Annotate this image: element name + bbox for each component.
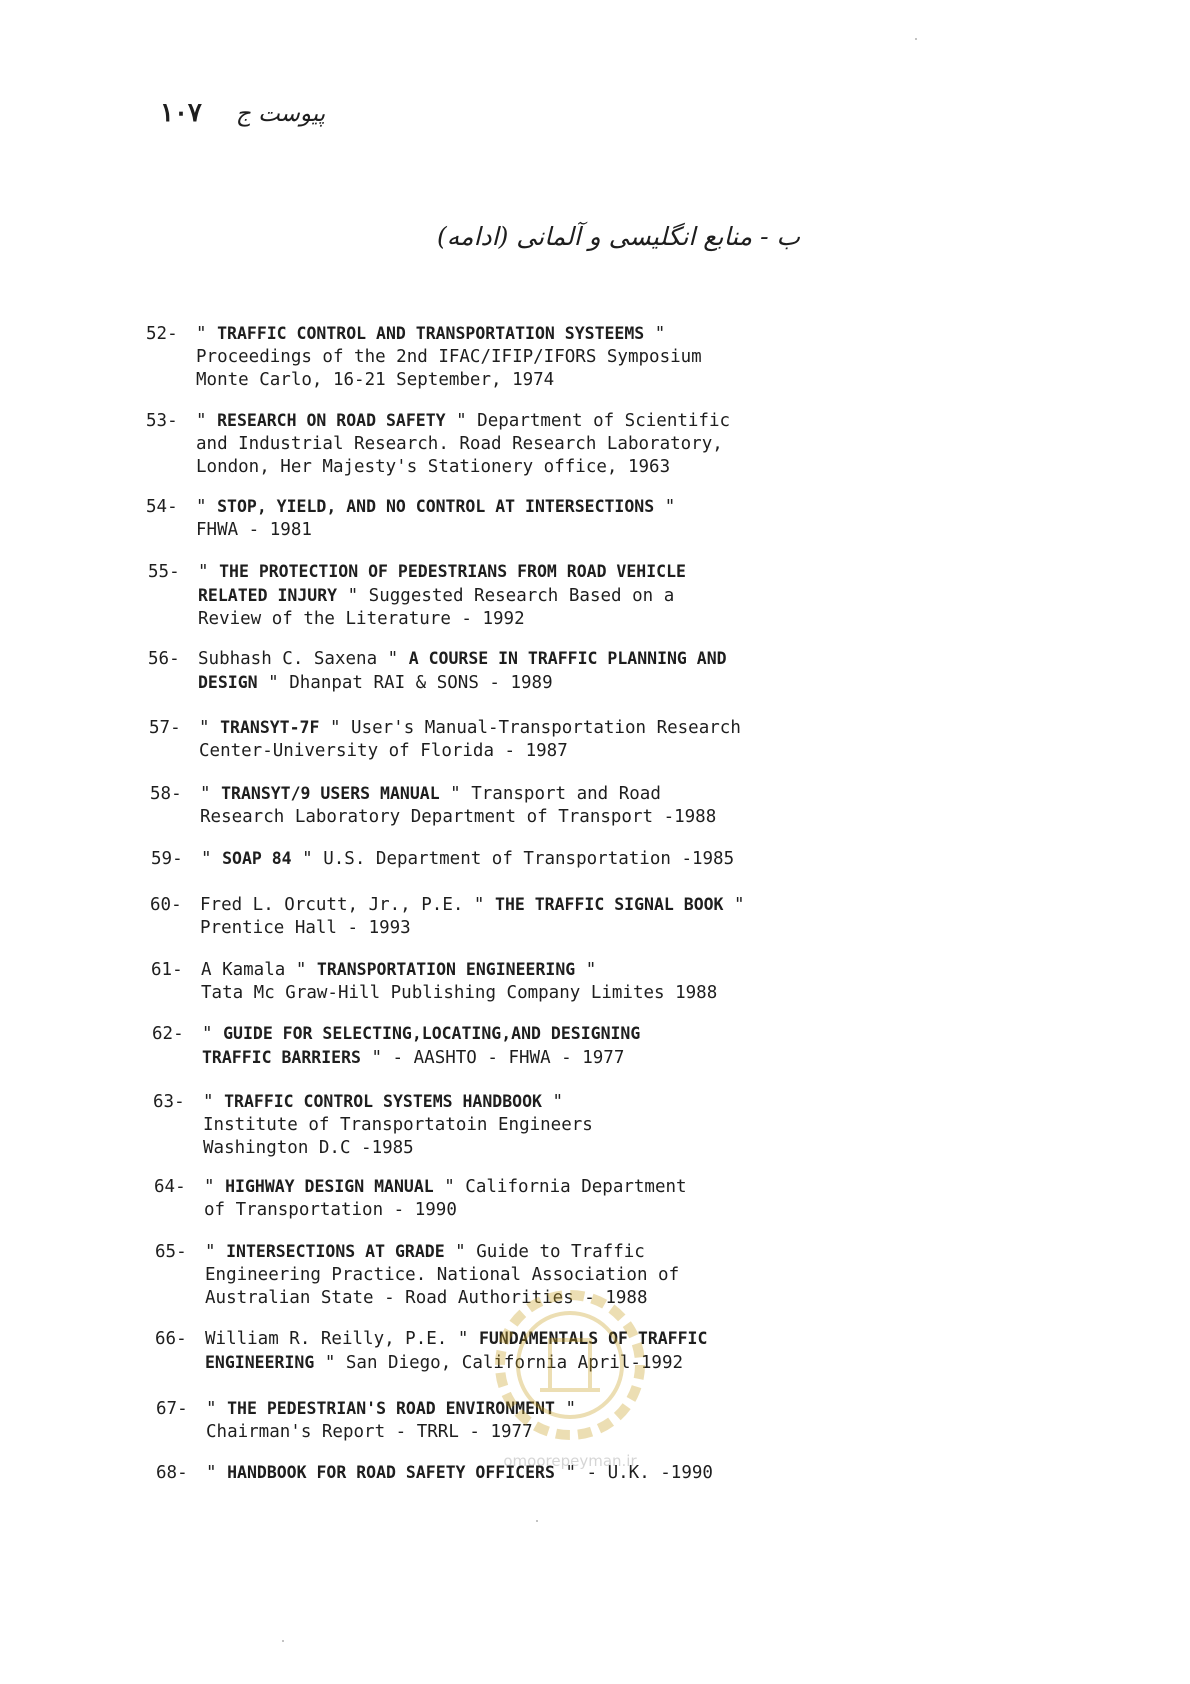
reference-entry — [152, 1022, 640, 1070]
reference-text: " — [196, 324, 218, 344]
reference-text: " - AASHTO - FHWA - 1977 — [360, 1048, 625, 1068]
reference-entry — [155, 1240, 679, 1310]
reference-number: 58- — [150, 784, 182, 804]
reference-text: Prentice Hall - 1993 — [200, 918, 411, 938]
reference-text: Proceedings of the 2nd IFAC/IFIP/IFORS Symposium — [196, 347, 702, 367]
reference-entry — [146, 495, 675, 542]
reference-line — [154, 1175, 687, 1199]
reference-text: " — [554, 1399, 576, 1419]
reference-entry — [146, 409, 730, 479]
reference-line — [146, 369, 702, 392]
reference-line — [148, 560, 686, 584]
reference-text: " — [206, 1463, 228, 1483]
reference-text: William R. Reilly, P.E. " — [205, 1329, 479, 1349]
reference-text: Center-University of Florida - 1987 — [199, 741, 568, 761]
reference-title: THE PEDESTRIAN'S ROAD ENVIRONMENT — [227, 1399, 555, 1418]
reference-line — [155, 1327, 707, 1351]
reference-number: 52- — [146, 324, 178, 344]
reference-title: ENGINEERING — [205, 1353, 315, 1372]
reference-number: 64- — [154, 1177, 186, 1197]
reference-line — [156, 1421, 576, 1444]
reference-line — [149, 716, 741, 740]
reference-text: " — [201, 849, 223, 869]
reference-entry — [146, 322, 702, 392]
reference-text: Research Laboratory Department of Transport -1988 — [200, 807, 717, 827]
reference-line — [155, 1264, 679, 1287]
reference-text: Washington D.C -1985 — [203, 1138, 414, 1158]
reference-entry — [156, 1397, 576, 1444]
reference-text: A Kamala " — [201, 960, 317, 980]
reference-number: 61- — [151, 960, 183, 980]
reference-text: " — [723, 895, 745, 915]
section-title: ب - منابع انگلیسی و آلمانی (ادامه) — [437, 222, 800, 251]
reference-line — [156, 1461, 713, 1485]
reference-text: " Suggested Research Based on a — [337, 586, 675, 606]
reference-line — [154, 1199, 687, 1222]
reference-line — [150, 917, 745, 940]
reference-line — [146, 409, 730, 433]
reference-title: TRAFFIC CONTROL AND TRANSPORTATION SYSTEEMS — [217, 324, 645, 343]
reference-text: Institute of Transportatoin Engineers — [203, 1115, 593, 1135]
reference-number: 66- — [155, 1329, 187, 1349]
reference-text: Review of the Literature - 1992 — [198, 609, 525, 629]
reference-line — [153, 1137, 593, 1160]
reference-title: A COURSE IN TRAFFIC PLANNING AND — [408, 649, 727, 668]
reference-title: TRAFFIC CONTROL SYSTEMS HANDBOOK — [224, 1092, 542, 1111]
reference-title: HANDBOOK FOR ROAD SAFETY OFFICERS — [227, 1463, 555, 1482]
reference-text: " — [575, 960, 597, 980]
reference-text: " Guide to Traffic — [444, 1242, 645, 1262]
reference-text: " — [199, 718, 221, 738]
reference-line — [148, 671, 727, 695]
reference-text: " Department of Scientific — [445, 411, 731, 431]
reference-entry — [148, 647, 727, 695]
reference-entry — [151, 847, 734, 871]
reference-line — [150, 782, 716, 806]
reference-line — [146, 433, 730, 456]
reference-text: Fred L. Orcutt, Jr., P.E. " — [200, 895, 496, 915]
reference-line — [155, 1351, 707, 1375]
reference-title: TRANSPORTATION ENGINEERING — [316, 960, 576, 979]
reference-number: 63- — [153, 1092, 185, 1112]
reference-entry — [153, 1090, 593, 1160]
reference-title: SOAP 84 — [222, 849, 292, 868]
reference-line — [152, 1046, 640, 1070]
reference-line — [146, 519, 675, 542]
reference-text: London, Her Majesty's Stationery office, 1963 — [196, 457, 671, 477]
reference-line — [151, 982, 717, 1005]
reference-text: Australian State - Road Authorities - 1988 — [205, 1288, 648, 1308]
reference-text: " California Department — [433, 1177, 687, 1197]
reference-entry — [156, 1461, 713, 1485]
reference-line — [151, 847, 734, 871]
reference-line — [146, 322, 702, 346]
reference-line — [150, 893, 745, 917]
reference-title: RELATED INJURY — [198, 586, 338, 605]
reference-text: " Transport and Road — [439, 784, 661, 804]
reference-title: RESEARCH ON ROAD SAFETY — [217, 411, 446, 430]
reference-text: " — [200, 784, 222, 804]
reference-entry — [150, 893, 745, 940]
reference-title: INTERSECTIONS AT GRADE — [226, 1242, 445, 1261]
reference-text: " — [203, 1092, 225, 1112]
reference-line — [152, 1022, 640, 1046]
reference-line — [150, 806, 716, 829]
reference-number: 55- — [148, 562, 180, 582]
reference-title: GUIDE FOR SELECTING,LOCATING,AND DESIGNING — [223, 1024, 641, 1043]
reference-number: 56- — [148, 649, 180, 669]
reference-number: 54- — [146, 497, 178, 517]
reference-number: 68- — [156, 1463, 188, 1483]
reference-text: " — [644, 324, 666, 344]
reference-text: of Transportation - 1990 — [204, 1200, 457, 1220]
reference-line — [146, 495, 675, 519]
page-number: ۱۰۷ — [160, 98, 202, 128]
reference-number: 60- — [150, 895, 182, 915]
reference-text: " — [196, 411, 218, 431]
reference-title: TRANSYT-7F — [220, 718, 320, 737]
reference-text: " User's Manual-Transportation Research — [319, 718, 741, 738]
reference-text: " — [196, 497, 218, 517]
reference-text: Subhash C. Saxena " — [198, 649, 409, 669]
reference-number: 65- — [155, 1242, 187, 1262]
reference-text: " — [654, 497, 676, 517]
reference-number: 59- — [151, 849, 183, 869]
reference-title: THE TRAFFIC SIGNAL BOOK — [495, 895, 724, 914]
reference-entry — [155, 1327, 707, 1375]
watermark-text: omoorepeyman.ir — [503, 1452, 637, 1470]
reference-number: 62- — [152, 1024, 184, 1044]
reference-entry — [148, 560, 686, 631]
reference-title: TRAFFIC BARRIERS — [202, 1048, 361, 1067]
reference-line — [151, 958, 717, 982]
reference-text: " — [198, 562, 220, 582]
reference-title: STOP, YIELD, AND NO CONTROL AT INTERSECTIONS — [217, 497, 655, 516]
reference-text: " — [206, 1399, 228, 1419]
reference-line — [146, 346, 702, 369]
reference-line — [153, 1114, 593, 1137]
reference-text: " Dhanpat RAI & SONS - 1989 — [257, 673, 553, 693]
reference-text: " — [202, 1024, 224, 1044]
reference-text: " — [205, 1242, 227, 1262]
reference-line — [148, 584, 686, 608]
reference-line — [155, 1240, 679, 1264]
reference-text: " U.S. Department of Transportation -1985 — [291, 849, 735, 869]
reference-text: Monte Carlo, 16-21 September, 1974 — [196, 370, 555, 390]
reference-number: 57- — [149, 718, 181, 738]
reference-title: HIGHWAY DESIGN MANUAL — [225, 1177, 434, 1196]
reference-title: TRANSYT/9 USERS MANUAL — [221, 784, 440, 803]
reference-title: FUNDAMENTALS OF TRAFFIC — [478, 1329, 708, 1348]
reference-text: Chairman's Report - TRRL - 1977 — [206, 1422, 533, 1442]
reference-title: THE PROTECTION OF PEDESTRIANS FROM ROAD VEHICLE — [219, 562, 686, 581]
reference-line — [148, 647, 727, 671]
reference-text: " San Diego, California April-1992 — [314, 1353, 684, 1373]
reference-text: " — [204, 1177, 226, 1197]
reference-entry — [154, 1175, 687, 1222]
reference-entry — [150, 782, 716, 829]
reference-text: FHWA - 1981 — [196, 520, 312, 540]
reference-line — [156, 1397, 576, 1421]
reference-number: 53- — [146, 411, 178, 431]
reference-line — [155, 1287, 679, 1310]
reference-number: 67- — [156, 1399, 188, 1419]
reference-line — [146, 456, 730, 479]
reference-text: Tata Mc Graw-Hill Publishing Company Limites 1988 — [201, 983, 718, 1003]
reference-text: and Industrial Research. Road Research Laboratory, — [196, 434, 723, 454]
reference-entry — [151, 958, 717, 1005]
appendix-label: پیوست ج — [235, 101, 326, 127]
reference-text: " - U.K. -1990 — [554, 1463, 713, 1483]
reference-line — [149, 740, 741, 763]
reference-entry — [149, 716, 741, 763]
reference-line — [148, 608, 686, 631]
reference-text: " — [541, 1092, 564, 1112]
reference-text: Engineering Practice. National Association of — [205, 1265, 680, 1285]
reference-title: DESIGN — [198, 673, 258, 692]
reference-line — [153, 1090, 593, 1114]
